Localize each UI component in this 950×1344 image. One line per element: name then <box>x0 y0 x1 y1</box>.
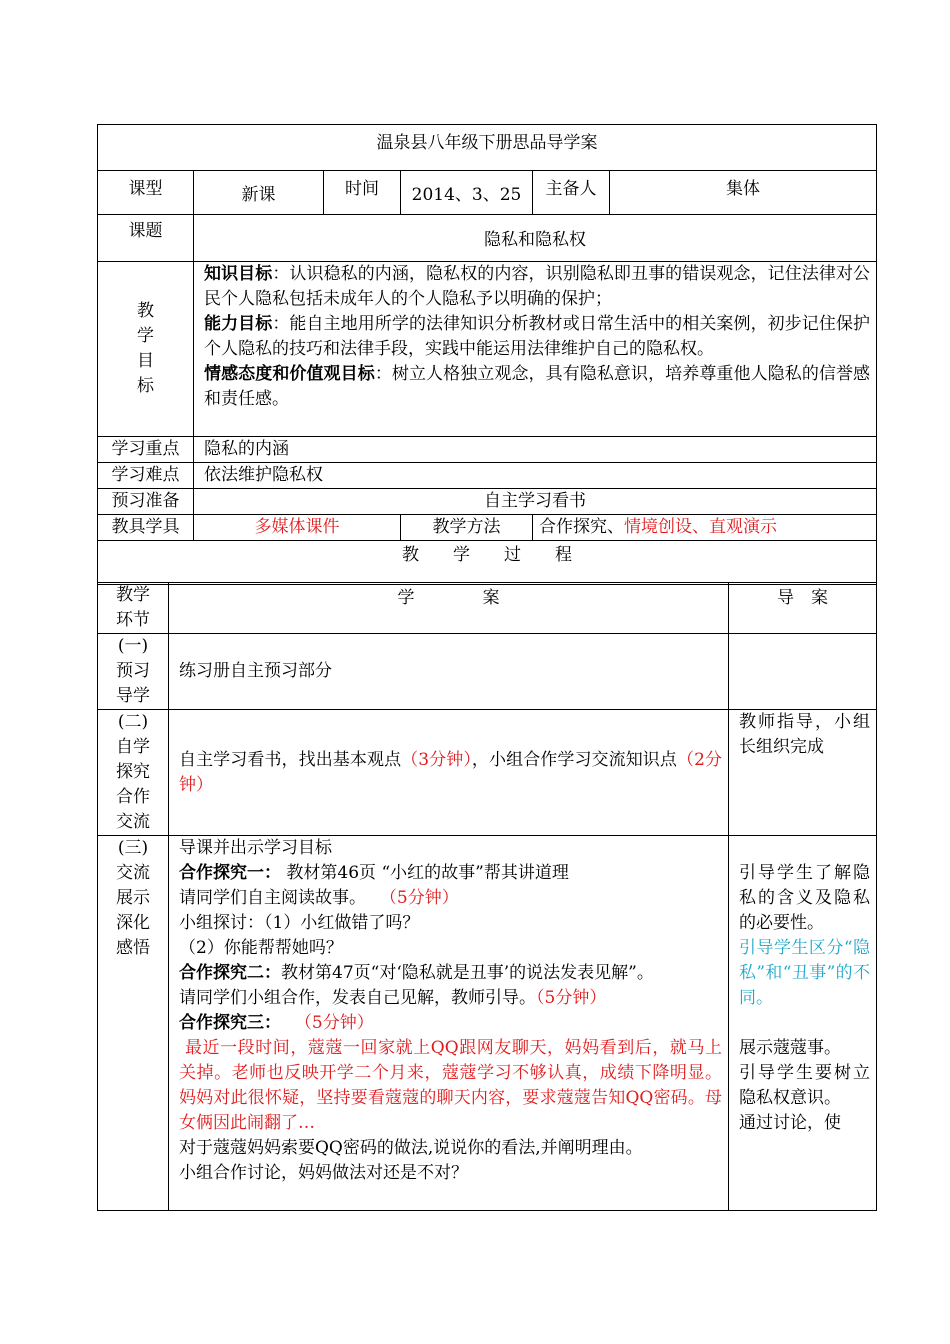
col-guide: 导 案 <box>729 583 877 634</box>
emotion-goal: 情感态度和价值观目标：树立人格独立观念，具有隐私意识，培养尊重他人隐私的信誉感和责任感。 <box>204 364 871 409</box>
topic-label: 课题 <box>98 215 194 262</box>
method-value: 合作探究、情境创设、直观演示 <box>533 515 877 541</box>
preview-label: 预习准备 <box>98 489 194 515</box>
preparer-value: 集体 <box>610 171 877 215</box>
doc-title: 温泉县八年级下册思品导学案 <box>98 125 877 171</box>
stage3-learning: 导课并出示学习目标 合作探究一： 教材第46页 “小红的故事”帮其讲道理 请同学们自主阅读故事。 （5分钟） 小组探讨：（1）小红做错了吗？ （2）你能帮帮她吗？ 合作探究二：教材第47页“对‘隐私就是丑事’的说法发表见解”。 请同学们小组合作，发表自己见解，教师引导。（5分钟） 合作探究三： （5分钟） 最近一段时间，蔻蔻一回家就上QQ跟网友聊天，妈妈看到后，就马上关掉。老师也反映开学二个月来，蔻蔻学习不够认真，成绩下降明显。妈妈对此很怀疑，坚持要看蔻蔻的聊天内容，要求蔻蔻告知QQ密码。母女俩因此闹翻了… 对于蔻蔻妈妈索要QQ密码的做法,说说你的看法,并阐明理由。 小组合作讨论，妈妈做法对还是不对？ <box>169 836 729 1211</box>
goals-label: 教 学 目 标 <box>98 262 194 437</box>
time-value: 2014、3、25 <box>401 171 533 215</box>
story-text: 最近一段时间，蔻蔻一回家就上QQ跟网友聊天，妈妈看到后，就马上关掉。老师也反映开学二个月来，蔻蔻学习不够认真，成绩下降明显。妈妈对此很怀疑，坚持要看蔻蔻的聊天内容，要求蔻蔻告知QQ密码。母女俩因此闹翻了… <box>179 1038 722 1133</box>
stage1-learning: 练习册自主预习部分 <box>169 634 729 710</box>
stage1-name: (一)预习导学 <box>98 634 169 710</box>
stage1-guide <box>729 634 877 710</box>
knowledge-goal: 知识目标：认识稳私的内涵，隐私权的内容，识别隐私即丑事的错误观念，记住法律对公民个人隐私包括未成年人的个人隐私予以明确的保护； <box>204 264 871 309</box>
stage2-learning: 自主学习看书，找出基本观点（3分钟），小组合作学习交流知识点（2分钟） <box>169 710 729 836</box>
preparer-label: 主备人 <box>533 171 610 215</box>
preview-value: 自主学习看书 <box>194 489 877 515</box>
difficulty-label: 学习难点 <box>98 463 194 489</box>
type-label: 课型 <box>98 171 194 215</box>
header-table <box>97 124 877 585</box>
time-label: 时间 <box>324 171 401 215</box>
difficulty-value: 依法维护隐私权 <box>194 463 877 489</box>
goals-content <box>194 262 877 437</box>
keypoint-value: 隐私的内涵 <box>194 437 877 463</box>
col-learning: 学 案 <box>169 583 729 634</box>
process-table <box>97 582 877 1211</box>
stage3-guide: 引导学生了解隐私的含义及隐私的必要性。 引导学生区分“隐私”和“丑事”的不同。 展示蔻蔻事。 引导学生要树立隐私权意识。 通过讨论，使 <box>729 836 877 1211</box>
type-value: 新课 <box>194 171 324 215</box>
stage2-guide: 教师指导，小组长组织完成 <box>729 710 877 836</box>
col-stage: 教学环节 <box>98 583 169 634</box>
tools-value: 多媒体课件 <box>194 515 401 541</box>
keypoint-label: 学习重点 <box>98 437 194 463</box>
method-label: 教学方法 <box>401 515 533 541</box>
stage3-name: (三)交流展示深化感悟 <box>98 836 169 1211</box>
tools-label: 教具学具 <box>98 515 194 541</box>
stage2-name: (二)自学探究合作交流 <box>98 710 169 836</box>
process-heading: 教 学 过 程 <box>98 541 877 585</box>
topic-value: 隐私和隐私权 <box>194 215 877 262</box>
ability-goal: 能力目标：能自主地用所学的法律知识分析教材或日常生活中的相关案例，初步记住保护个人隐私的技巧和法律手段，实践中能运用法律维护自己的隐私权。 <box>204 314 871 359</box>
